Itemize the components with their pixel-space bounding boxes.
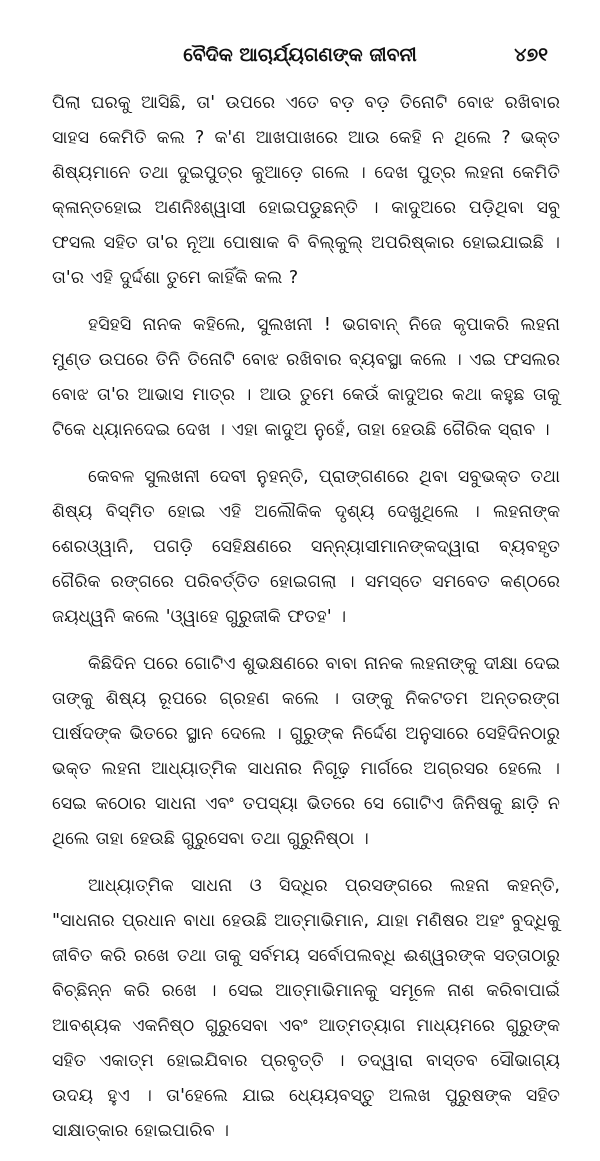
paragraph: ଆଧ୍ୟାତ୍ମିକ ସାଧନା ଓ ସିଦ୍ଧିର ପ୍ରସଙ୍ଗରେ ଲହନା କହନ୍ତି, "ସାଧନାର ପ୍ରଧାନ ବାଧା ହେଉଛି ଆତ୍ମାଭିମାନ, ଯାହା ମଣିଷର ଅହଂ ବୁଦ୍ଧିକୁ ଜୀବିତ କରି ରଖେ ତଥା ତାକୁ ସର୍ବମୟ ସର୍ବୋପଲବ୍ଧି ଈଶ୍ୱରଙ୍କ ସତ୍ତାଠାରୁ ବିଚ୍ଛିନ୍ନ କରି ରଖେ । ସେଇ ଆତ୍ମାଭିମାନକୁ ସମୂଳେ ନାଶ କରିବାପାଇଁ ଆବଶ୍ୟକ ଏକନିଷ୍ଠ ଗୁରୁସେବା ଏବଂ ଆତ୍ମତ୍ୟାଗ ମାଧ୍ୟମରେ ଗୁରୁଙ୍କ ସହିତ ଏକାତ୍ମ ହୋଇଯିବାର ପ୍ରବୃତ୍ତି । ତଦ୍ୱାରା ବାସ୍ତବ ସୌଭାଗ୍ୟ ଉଦୟ ହୁଏ । ତା'ହେଲେ ଯାଇ ଧ୍ୟେୟବସ୍ତୁ ଅଲଖ ପୁରୁଷଙ୍କ ସହିତ ସାକ୍ଷାତ୍କାର ହୋଇପାରିବ । (52, 876, 560, 1141)
page-header (0, 38, 600, 72)
paragraph: କିଛିଦିନ ପରେ ଗୋଟିଏ ଶୁଭକ୍ଷଣରେ ବାବା ନାନକ ଲହନାଙ୍କୁ ଦୀକ୍ଷା ଦେଇ ତାଙ୍କୁ ଶିଷ୍ୟ ରୂପରେ ଗ୍ରହଣ କଲେ । ତାଙ୍କୁ ନିକଟତମ ଅନ୍ତରଙ୍ଗ ପାର୍ଷଦଙ୍କ ଭିତରେ ସ୍ଥାନ ଦେଲେ । ଗୁରୁଙ୍କ ନିର୍ଦ୍ଦେଶ ଅନୁସାରେ ସେହିଦିନଠାରୁ ଭକ୍ତ ଲହନା ଆଧ୍ୟାତ୍ମିକ ସାଧନାର ନିଗୂଢ଼ ମାର୍ଗରେ ଅଗ୍ରସର ହେଲେ । ସେଇ କଠୋର ସାଧନା ଏବଂ ତପସ୍ୟା ଭିତରେ ସେ ଗୋଟିଏ ଜିନିଷକୁ ଛାଡ଼ି ନ ଥିଲେ ତାହା ହେଉଛି ଗୁରୁସେବା ତଥା ଗୁରୁନିଷ୍ଠା । (52, 654, 560, 849)
running-title: ବୈଦିକ ଆଚାର୍ଯ୍ୟଗଣଙ୍କ ଜୀବନୀ (183, 44, 417, 66)
paragraph: ହସିହସି ନାନକ କହିଲେ, ସୁଲଖନୀ ! ଭଗବାନ୍ ନିଜେ କୃପାକରି ଲହନା ମୁଣ୍ଡ ଉପରେ ତିନି ତିନୋଟି ବୋଝ ରଖିବାର ବ୍ୟବସ୍ଥା କଲେ । ଏଇ ଫସଲର ବୋଝ ତା'ର ଆଭାସ ମାତ୍ର । ଆଉ ତୁମେ କେଉଁ କାଦୁଅର କଥା କହୁଛ ତାକୁ ଟିକେ ଧ୍ୟାନଦେଇ ଦେଖ । ଏହା କାଦୁଅ ନୁହେଁ, ତାହା ହେଉଛି ଗୈରିକ ସ୍ରାବ । (52, 315, 560, 440)
page-number: ୪୭୧ (514, 44, 548, 66)
body-text (52, 86, 560, 1161)
paragraph: ପିଲା ଘରକୁ ଆସିଛି, ତା' ଉପରେ ଏତେ ବଡ଼ ବଡ଼ ତିନୋଟି ବୋଝ ରଖିବାର ସାହସ କେମିତି କଲ ? କ'ଣ ଆଖପାଖରେ ଆଉ କେହି ନ ଥିଲେ ? ଭକ୍ତ ଶିଷ୍ୟମାନେ ତଥା ଦୁଇପୁତ୍ର କୁଆଡ଼େ ଗଲେ । ଦେଖ ପୁତ୍ର ଲହନା କେମିତି କ୍ଳାନ୍ତହୋଇ ଅଣନିଃଶ୍ୱାସୀ ହୋଇପଡୁଛନ୍ତି । କାଦୁଅରେ ପଡ଼ିଥିବା ସବୁ ଫସଲ ସହିତ ତା'ର ନୂଆ ପୋଷାକ ବି ବିଲ୍‌କୁଲ୍ ଅପରିଷ୍କାର ହୋଇଯାଇଛି । ତା'ର ଏହି ଦୁର୍ଦ୍ଦଶା ତୁମେ କାହିଁକି କଲ ? (52, 93, 560, 288)
paragraph: କେବଳ ସୁଲଖନୀ ଦେବୀ ନୁହନ୍ତି, ପ୍ରାଙ୍ଗଣରେ ଥିବା ସବୁଭକ୍ତ ତଥା ଶିଷ୍ୟ ବିସ୍ମିତ ହୋଇ ଏହି ଅଲୌକିକ ଦୃଶ୍ୟ ଦେଖୁଥିଲେ । ଲହନାଙ୍କ ଶେରଓ୍ୱାନି, ପଗଡ଼ି ସେହିକ୍ଷଣରେ ସନ୍ନ୍ୟାସୀମାନଙ୍କଦ୍ୱାରା ବ୍ୟବହୃତ ଗୈରିକ ରଙ୍ଗରେ ପରିବର୍ତ୍ତିତ ହୋଇଗଲା । ସମସ୍ତେ ସମବେତ କଣ୍ଠରେ ଜୟଧ୍ୱନି କଲେ 'ଓ୍ୱାହେ ଗୁରୁଜୀକି ଫତହ' । (52, 467, 560, 627)
